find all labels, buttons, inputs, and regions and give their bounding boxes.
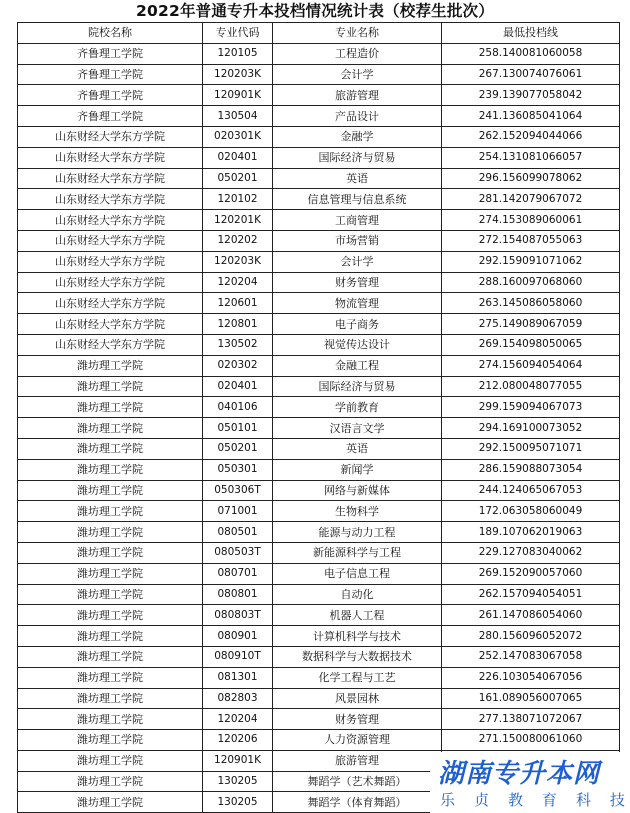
- min-score-cell: 275.149089067059: [442, 314, 620, 335]
- table-row: [18, 168, 620, 189]
- table-row: [18, 563, 620, 584]
- major-name-cell: 财务管理: [273, 272, 442, 293]
- table-row: [18, 605, 620, 626]
- major-code-cell: 050201: [203, 168, 273, 189]
- table-body: [18, 43, 620, 812]
- major-code-cell: 080503T: [203, 542, 273, 563]
- major-code-cell: 080801: [203, 584, 273, 605]
- school-name-cell: 山东财经大学东方学院: [18, 251, 203, 272]
- min-score-cell: 258.140081060058: [442, 43, 620, 64]
- table-row: [18, 438, 620, 459]
- major-code-cell: 080501: [203, 522, 273, 543]
- table-row: [18, 147, 620, 168]
- major-name-cell: 物流管理: [273, 293, 442, 314]
- min-score-cell: 244.124065067053: [442, 480, 620, 501]
- major-code-cell: 120203K: [203, 64, 273, 85]
- major-name-cell: 市场营销: [273, 230, 442, 251]
- watermark-char: 乐: [440, 791, 456, 809]
- min-score-cell: 271.150080061060: [442, 730, 620, 751]
- table-row: [18, 230, 620, 251]
- table-row: [18, 459, 620, 480]
- major-code-cell: 130502: [203, 334, 273, 355]
- min-score-cell: 299.159094067073: [442, 397, 620, 418]
- table-row: [18, 64, 620, 85]
- header-major-code: 专业代码: [203, 23, 273, 44]
- min-score-cell: 161.089056007065: [442, 688, 620, 709]
- major-code-cell: 071001: [203, 501, 273, 522]
- school-name-cell: 潍坊理工学院: [18, 418, 203, 439]
- school-name-cell: 山东财经大学东方学院: [18, 314, 203, 335]
- school-name-cell: 潍坊理工学院: [18, 750, 203, 771]
- min-score-cell: 212.080048077055: [442, 376, 620, 397]
- table-row: [18, 251, 620, 272]
- min-score-cell: 272.154087055063: [442, 230, 620, 251]
- watermark-logo: [430, 752, 630, 813]
- major-code-cell: 120204: [203, 709, 273, 730]
- school-name-cell: 潍坊理工学院: [18, 584, 203, 605]
- school-name-cell: 潍坊理工学院: [18, 709, 203, 730]
- min-score-cell: 239.139077058042: [442, 85, 620, 106]
- school-name-cell: 山东财经大学东方学院: [18, 272, 203, 293]
- watermark-char: 科: [575, 791, 591, 809]
- table-row: [18, 376, 620, 397]
- watermark-char: 育: [541, 791, 557, 809]
- school-name-cell: 潍坊理工学院: [18, 355, 203, 376]
- table-row: [18, 688, 620, 709]
- table-row: [18, 355, 620, 376]
- major-name-cell: 能源与动力工程: [273, 522, 442, 543]
- school-name-cell: 潍坊理工学院: [18, 730, 203, 751]
- major-name-cell: 旅游管理: [273, 85, 442, 106]
- major-code-cell: 080901: [203, 626, 273, 647]
- major-code-cell: 020401: [203, 376, 273, 397]
- school-name-cell: 潍坊理工学院: [18, 501, 203, 522]
- major-name-cell: 产品设计: [273, 106, 442, 127]
- school-name-cell: 山东财经大学东方学院: [18, 293, 203, 314]
- school-name-cell: 潍坊理工学院: [18, 792, 203, 813]
- major-code-cell: 120801: [203, 314, 273, 335]
- school-name-cell: 潍坊理工学院: [18, 688, 203, 709]
- school-name-cell: 齐鲁理工学院: [18, 106, 203, 127]
- header-major-name: 专业名称: [273, 23, 442, 44]
- school-name-cell: 潍坊理工学院: [18, 667, 203, 688]
- table-row: [18, 293, 620, 314]
- major-code-cell: 050301: [203, 459, 273, 480]
- min-score-cell: 262.152094044066: [442, 126, 620, 147]
- min-score-cell: 263.145086058060: [442, 293, 620, 314]
- school-name-cell: 潍坊理工学院: [18, 646, 203, 667]
- major-name-cell: 工商管理: [273, 210, 442, 231]
- major-name-cell: 化学工程与工艺: [273, 667, 442, 688]
- min-score-cell: 241.136085041064: [442, 106, 620, 127]
- header-school: 院校名称: [18, 23, 203, 44]
- major-code-cell: 120102: [203, 189, 273, 210]
- min-score-cell: 292.159091071062: [442, 251, 620, 272]
- major-name-cell: 自动化: [273, 584, 442, 605]
- table-row: [18, 501, 620, 522]
- school-name-cell: 山东财经大学东方学院: [18, 230, 203, 251]
- major-code-cell: 082803: [203, 688, 273, 709]
- major-code-cell: 020401: [203, 147, 273, 168]
- school-name-cell: 山东财经大学东方学院: [18, 147, 203, 168]
- school-name-cell: 潍坊理工学院: [18, 542, 203, 563]
- major-name-cell: 电子信息工程: [273, 563, 442, 584]
- major-code-cell: 130205: [203, 792, 273, 813]
- table-row: [18, 43, 620, 64]
- major-name-cell: 舞蹈学（体育舞蹈）: [273, 792, 442, 813]
- major-name-cell: 工程造价: [273, 43, 442, 64]
- major-code-cell: 050306T: [203, 480, 273, 501]
- major-code-cell: 120105: [203, 43, 273, 64]
- table-row: [18, 730, 620, 751]
- table-row: [18, 272, 620, 293]
- major-name-cell: 新能源科学与工程: [273, 542, 442, 563]
- min-score-cell: 296.156099078062: [442, 168, 620, 189]
- table-row: [18, 626, 620, 647]
- table-row: [18, 314, 620, 335]
- major-name-cell: 国际经济与贸易: [273, 376, 442, 397]
- school-name-cell: 山东财经大学东方学院: [18, 210, 203, 231]
- watermark-char: 技: [609, 791, 625, 809]
- major-name-cell: 网络与新媒体: [273, 480, 442, 501]
- major-name-cell: 风景园林: [273, 688, 442, 709]
- school-name-cell: 潍坊理工学院: [18, 771, 203, 792]
- major-code-cell: 050101: [203, 418, 273, 439]
- table-row: [18, 397, 620, 418]
- major-name-cell: 生物科学: [273, 501, 442, 522]
- min-score-cell: 262.157094054051: [442, 584, 620, 605]
- table-row: [18, 542, 620, 563]
- min-score-cell: 267.130074076061: [442, 64, 620, 85]
- table-row: [18, 667, 620, 688]
- table-row: [18, 584, 620, 605]
- major-code-cell: 080803T: [203, 605, 273, 626]
- table-row: [18, 709, 620, 730]
- major-code-cell: 120901K: [203, 750, 273, 771]
- major-name-cell: 金融工程: [273, 355, 442, 376]
- major-name-cell: 金融学: [273, 126, 442, 147]
- school-name-cell: 齐鲁理工学院: [18, 64, 203, 85]
- min-score-cell: 269.154098050065: [442, 334, 620, 355]
- major-code-cell: 120901K: [203, 85, 273, 106]
- min-score-cell: 274.156094054064: [442, 355, 620, 376]
- table-row: [18, 126, 620, 147]
- min-score-cell: 280.156096052072: [442, 626, 620, 647]
- min-score-cell: 292.150095071071: [442, 438, 620, 459]
- school-name-cell: 潍坊理工学院: [18, 438, 203, 459]
- school-name-cell: 潍坊理工学院: [18, 563, 203, 584]
- school-name-cell: 齐鲁理工学院: [18, 43, 203, 64]
- major-code-cell: 120204: [203, 272, 273, 293]
- table-header-row: [18, 23, 620, 44]
- major-name-cell: 会计学: [273, 251, 442, 272]
- major-name-cell: 机器人工程: [273, 605, 442, 626]
- table-row: [18, 210, 620, 231]
- school-name-cell: 潍坊理工学院: [18, 605, 203, 626]
- major-name-cell: 新闻学: [273, 459, 442, 480]
- table-row: [18, 189, 620, 210]
- major-code-cell: 130504: [203, 106, 273, 127]
- page-title: 2022年普通专升本投档情况统计表（校荐生批次）: [136, 2, 494, 20]
- min-score-cell: 294.169100073052: [442, 418, 620, 439]
- major-code-cell: 120201K: [203, 210, 273, 231]
- school-name-cell: 潍坊理工学院: [18, 459, 203, 480]
- school-name-cell: 山东财经大学东方学院: [18, 334, 203, 355]
- major-name-cell: 信息管理与信息系统: [273, 189, 442, 210]
- major-name-cell: 计算机科学与技术: [273, 626, 442, 647]
- major-name-cell: 英语: [273, 438, 442, 459]
- major-code-cell: 081301: [203, 667, 273, 688]
- major-code-cell: 120601: [203, 293, 273, 314]
- table-row: [18, 522, 620, 543]
- min-score-cell: 269.152090057060: [442, 563, 620, 584]
- table-row: [18, 85, 620, 106]
- major-code-cell: 080701: [203, 563, 273, 584]
- major-name-cell: 旅游管理: [273, 750, 442, 771]
- major-code-cell: 020302: [203, 355, 273, 376]
- major-code-cell: 120206: [203, 730, 273, 751]
- min-score-cell: 261.147086054060: [442, 605, 620, 626]
- school-name-cell: 潍坊理工学院: [18, 397, 203, 418]
- table-row: [18, 418, 620, 439]
- watermark-subtitle: [440, 789, 625, 810]
- min-score-cell: 229.127083040062: [442, 542, 620, 563]
- major-name-cell: 学前教育: [273, 397, 442, 418]
- watermark-title: 湖南专升本网: [438, 759, 601, 789]
- school-name-cell: 潍坊理工学院: [18, 626, 203, 647]
- major-name-cell: 汉语言文学: [273, 418, 442, 439]
- major-code-cell: 120203K: [203, 251, 273, 272]
- min-score-cell: 274.153089060061: [442, 210, 620, 231]
- admission-table: [17, 22, 620, 813]
- min-score-cell: 281.142079067072: [442, 189, 620, 210]
- table-row: [18, 480, 620, 501]
- major-name-cell: 电子商务: [273, 314, 442, 335]
- major-name-cell: 财务管理: [273, 709, 442, 730]
- min-score-cell: 226.103054067056: [442, 667, 620, 688]
- major-name-cell: 人力资源管理: [273, 730, 442, 751]
- major-name-cell: 数据科学与大数据技术: [273, 646, 442, 667]
- school-name-cell: 山东财经大学东方学院: [18, 168, 203, 189]
- min-score-cell: 286.159088073054: [442, 459, 620, 480]
- school-name-cell: 齐鲁理工学院: [18, 85, 203, 106]
- watermark-char: 教: [507, 791, 523, 809]
- table-row: [18, 106, 620, 127]
- min-score-cell: 172.063058060049: [442, 501, 620, 522]
- major-code-cell: 040106: [203, 397, 273, 418]
- school-name-cell: 山东财经大学东方学院: [18, 126, 203, 147]
- school-name-cell: 潍坊理工学院: [18, 480, 203, 501]
- major-name-cell: 会计学: [273, 64, 442, 85]
- header-min-score: 最低投档线: [442, 23, 620, 44]
- min-score-cell: 288.160097068060: [442, 272, 620, 293]
- major-name-cell: 国际经济与贸易: [273, 147, 442, 168]
- major-code-cell: 120202: [203, 230, 273, 251]
- min-score-cell: 277.138071072067: [442, 709, 620, 730]
- table-row: [18, 334, 620, 355]
- major-code-cell: 050201: [203, 438, 273, 459]
- major-name-cell: 舞蹈学（艺术舞蹈）: [273, 771, 442, 792]
- major-code-cell: 130205: [203, 771, 273, 792]
- min-score-cell: 254.131081066057: [442, 147, 620, 168]
- school-name-cell: 潍坊理工学院: [18, 522, 203, 543]
- major-code-cell: 020301K: [203, 126, 273, 147]
- min-score-cell: 189.107062019063: [442, 522, 620, 543]
- school-name-cell: 山东财经大学东方学院: [18, 189, 203, 210]
- table-row: [18, 646, 620, 667]
- watermark-char: 贞: [473, 791, 489, 809]
- major-name-cell: 英语: [273, 168, 442, 189]
- min-score-cell: 252.147083067058: [442, 646, 620, 667]
- school-name-cell: 潍坊理工学院: [18, 376, 203, 397]
- major-code-cell: 080910T: [203, 646, 273, 667]
- major-name-cell: 视觉传达设计: [273, 334, 442, 355]
